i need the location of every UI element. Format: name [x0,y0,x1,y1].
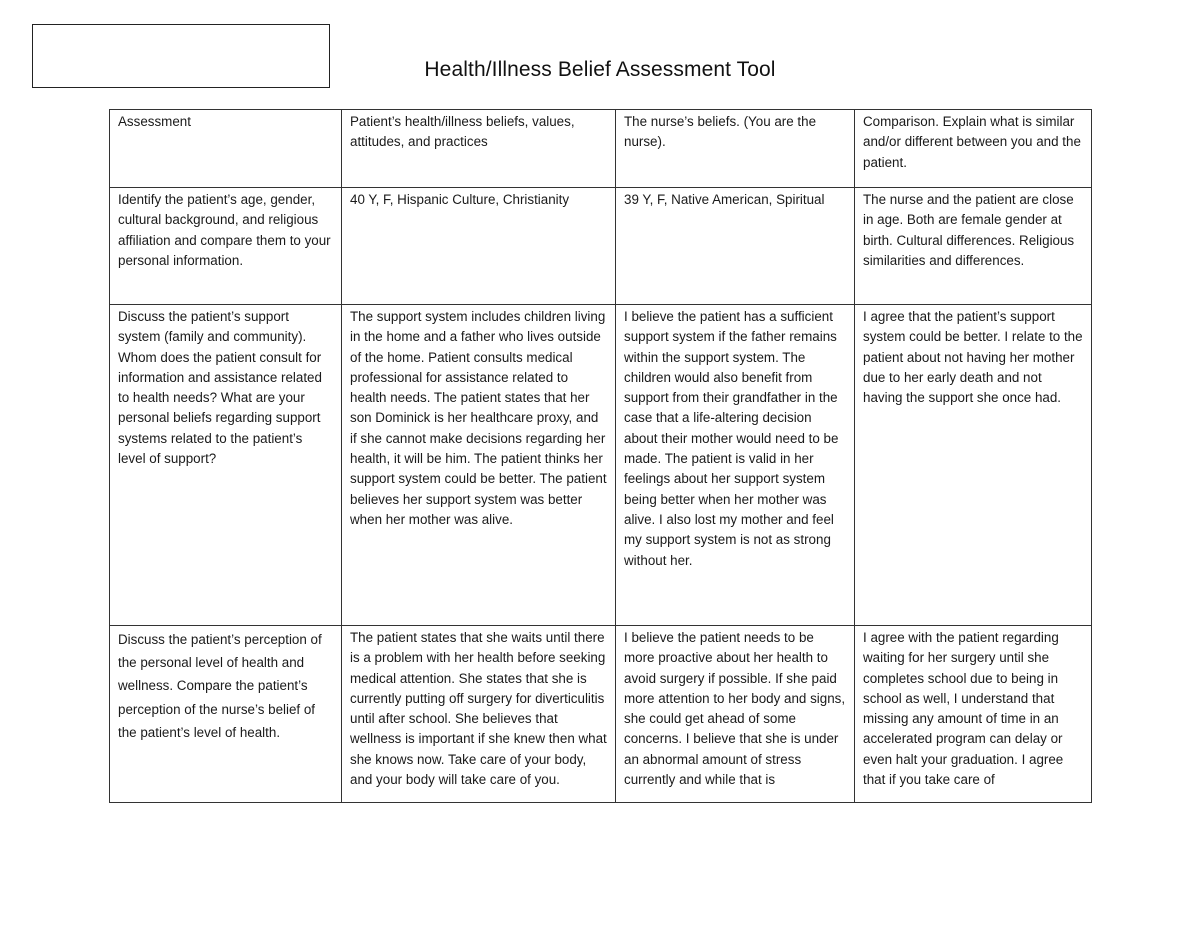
table-row [110,188,1092,305]
nurse-cell: 39 Y, F, Native American, Spiritual [616,188,855,305]
comparison-cell: The nurse and the patient are close in age. Both are female gender at birth. Cultural differences. Religious similarities and differences. [855,188,1092,305]
nurse-cell: I believe the patient needs to be more proactive about her health to avoid surgery if possible. If she paid more attention to her body and signs, she could get ahead of some concerns. I believe that she is under an abnormal amount of stress currently and while that is [624,630,846,788]
table-row [110,626,1092,803]
comparison-cell-wrapper [855,626,1092,803]
nurse-cell-wrapper [616,626,855,803]
assessment-cell: Discuss the patient’s perception of the personal level of health and wellness. Compare the patient’s perception of the nurse’s belief of the patient’s level of health. [118,632,322,740]
patient-cell: 40 Y, F, Hispanic Culture, Christianity [342,188,616,305]
patient-cell-wrapper [342,626,616,803]
header-cell-comparison: Comparison. Explain what is similar and/or different between you and the patient. [855,110,1092,188]
nurse-cell: I believe the patient has a sufficient support system if the father remains within the support system. The children would also benefit from support from their grandfather in the case that a life-altering decision about their mother would need to be made. The patient is valid in her feelings about her support system being better when her mother was alive. I also lost my mother and feel my support system is not as strong without her. [616,305,855,626]
document-title: Health/Illness Belief Assessment Tool [424,58,776,81]
comparison-cell: I agree with the patient regarding waiting for her surgery until she completes school due to being in school as well, I understand that missing any amount of time in an accelerated program can delay or even halt your graduation. I agree that if you take care of [863,630,1064,788]
patient-cell: The support system includes children living in the home and a father who lives outside of the home. Patient consults medical professional for assistance related to health needs. The patient states that her son Dominick is her healthcare proxy, and if she cannot make decisions regarding her health, it will be him. The patient thinks her support system could be better. The patient believes her support system was better when her mother was alive. [342,305,616,626]
table-row [110,305,1092,626]
assessment-cell: Identify the patient’s age, gender, cultural background, and religious affiliation and compare them to your personal information. [110,188,342,305]
assessment-table [109,109,1092,803]
patient-cell: The patient states that she waits until there is a problem with her health before seeking medical attention. She states that she is currently putting off surgery for diverticulitis until after school. She believes that wellness is important if she knew then what she knows now. Take care of your body, and your body will take care of you. [350,630,607,788]
assessment-cell-wrapper [110,626,342,803]
assessment-cell: Discuss the patient’s support system (family and community). Whom does the patient consult for information and assistance related to health needs? What are your personal beliefs regarding support systems related to the patient’s level of support? [110,305,342,626]
comparison-cell: I agree that the patient’s support system could be better. I relate to the patient about not having her mother due to her early death and not having the support she once had. [855,305,1092,626]
header-cell-assessment: Assessment [110,110,342,188]
table-header-row [110,110,1092,188]
header-cell-nurse-beliefs: The nurse’s beliefs. (You are the nurse). [616,110,855,188]
header-cell-patient-beliefs: Patient’s health/illness beliefs, values, attitudes, and practices [342,110,616,188]
